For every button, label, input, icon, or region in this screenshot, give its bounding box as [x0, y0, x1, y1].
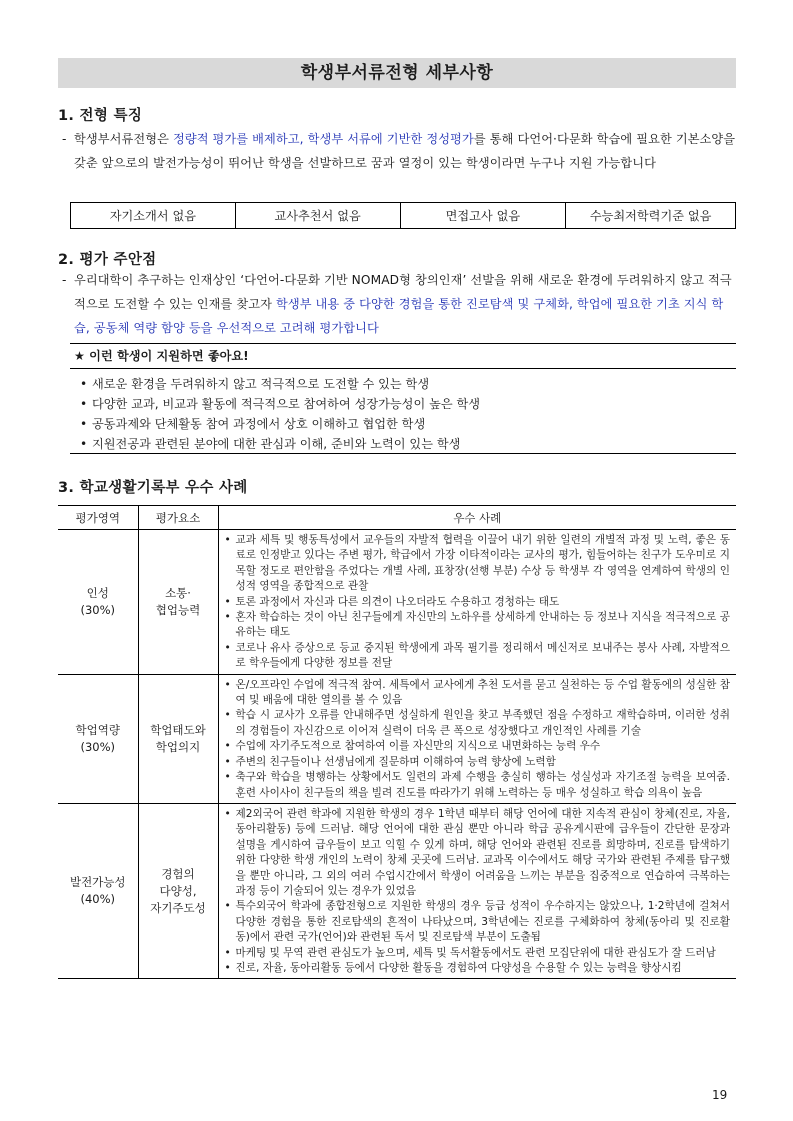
- element-cell: 경험의 다양성, 자기주도성: [138, 803, 218, 978]
- area-weight: (40%): [80, 892, 116, 907]
- section1-heading: 1. 전형 특징: [58, 108, 143, 124]
- table-row: [58, 530, 736, 675]
- area-name: 발전가능성: [69, 875, 126, 890]
- section1-text-b: 를 통해 다언어·다문화 학습에 필요한 기본소양을 갖춘 앞으로의 발전가능성이 뛰어난 학생을 선발하므로 꿈과 열정이 있는 학생이라면 누구나 지원 가능합니다: [74, 132, 736, 170]
- list-item: • 지원전공과 관련된 분야에 대한 관심과 이해, 준비와 노력이 있는 학생: [80, 434, 480, 454]
- section2-highlight: 학생부 내용 중 다양한 경험을 통한 진로탐색 및 구체화, 학업에 필요한 기초 지식 학습, 공동체 역량 함양 등을 우선적으로 고려해 평가합니다: [74, 297, 724, 335]
- header-examples: 우수 사례: [218, 506, 736, 530]
- examples-cell: [218, 530, 736, 675]
- section2-text-a: 우리대학이 추구하는 인재상인 ‘다언어-다문화 기반 NOMAD형 창의인재’ 선발을 위해 새로운 환경에 두려워하지 않고 적극적으로 도전할 수 있는 인재를 찾고자: [74, 273, 732, 311]
- area-weight: (30%): [80, 739, 116, 754]
- box-divider: [70, 368, 736, 369]
- feature-no-csat-min: 수능최저학력기준 없음: [566, 203, 736, 229]
- list-item: • 공동과제와 단체활동 참여 과정에서 상호 이해하고 협업한 학생: [80, 414, 480, 434]
- element-cell: 소통· 협업능력: [138, 530, 218, 675]
- examples-cell: [218, 674, 736, 803]
- list-item: • 새로운 환경을 두려워하지 않고 적극적으로 도전할 수 있는 학생: [80, 374, 480, 394]
- example-item: • 교과 세특 및 행동특성에서 교우들의 자발적 협력을 이끌어 내기 위한 일련의 개별적 과정 및 노력, 좋은 동료로 인정받고 있다는 주변 평가, 학급에서 가장 이타적이라는 교사의 평가, 힘들어하는 친구가 도우미로 지목할 정도로 편안함을 주었다는 개별 사례, 표창장(선행 부분) 수상 등 학생부 각 영역을 연계하여 학생의 인성적 영역을 종합적으로 관찰: [225, 533, 731, 595]
- section2-dash: -: [62, 273, 67, 287]
- evaluation-table: [58, 505, 736, 979]
- area-name: 학업역량: [75, 722, 120, 737]
- example-item: • 축구와 학습을 병행하는 상황에서도 일련의 과제 수행을 충실히 행하는 성실성과 자기조절 능력을 보여줌. 훈련 사이사이 친구들의 책을 빌려 진도를 따라가기 위해 노력하는 등 매우 성실하고 학습 의욕이 높음: [225, 770, 731, 801]
- section2-description: [62, 268, 738, 340]
- example-item: • 토론 과정에서 자신과 다른 의견이 나오더라도 수용하고 경청하는 태도: [225, 595, 731, 610]
- table-row: [58, 674, 736, 803]
- feature-table: [70, 202, 736, 229]
- area-name: 인성: [86, 585, 109, 600]
- table-row: [58, 803, 736, 978]
- header-element: 평가요소: [138, 506, 218, 530]
- example-item: • 주변의 친구들이나 선생님에게 질문하며 이해하여 능력 향상에 노력함: [225, 755, 731, 770]
- list-item: • 다양한 교과, 비교과 활동에 적극적으로 참여하여 성장가능성이 높은 학생: [80, 394, 480, 414]
- page-number: 19: [712, 1088, 728, 1102]
- section1-highlight: 정량적 평가를 배제하고, 학생부 서류에 기반한 정성평가: [172, 132, 474, 146]
- examples-cell: [218, 803, 736, 978]
- example-item: • 수업에 자기주도적으로 참여하여 이를 자신만의 지식으로 내면화하는 능력 우수: [225, 739, 731, 754]
- ideal-student-title: ★ 이런 학생이 지원하면 좋아요!: [74, 349, 249, 363]
- header-area: 평가영역: [58, 506, 138, 530]
- area-cell: [58, 803, 138, 978]
- ideal-student-list: [80, 374, 480, 454]
- ideal-student-box: [70, 343, 736, 454]
- section1-description: [62, 127, 738, 175]
- area-cell: [58, 674, 138, 803]
- example-item: • 코로나 유사 증상으로 등교 중지된 학생에게 과목 필기를 정리해서 메신저로 보내주는 봉사 사례, 자발적으로 학우들에게 다양한 정보를 전달: [225, 641, 731, 672]
- feature-no-teacher-rec: 교사추천서 없음: [235, 203, 400, 229]
- page-title: 학생부서류전형 세부사항: [58, 58, 736, 88]
- feature-no-self-intro: 자기소개서 없음: [71, 203, 236, 229]
- example-item: • 특수외국어 학과에 종합전형으로 지원한 학생의 경우 등급 성적이 우수하지는 않았으나, 1·2학년에 걸쳐서 다양한 경험을 통한 진로탐색의 흔적이 나타났으며, 3학년에는 진로를 구체화하여 창체(동아리 및 진로활동)에서 관련 국가(언어)와 관련된 독서 및 진로탐색 부분이 도출됨: [225, 899, 731, 945]
- example-item: • 마케팅 및 무역 관련 관심도가 높으며, 세특 및 독서활동에서도 관련 모집단위에 대한 관심도가 잘 드러남: [225, 946, 731, 961]
- example-item: • 진로, 자율, 동아리활동 등에서 다양한 활동을 경험하여 다양성을 수용할 수 있는 능력을 향상시킴: [225, 961, 731, 976]
- section1-dash: -: [62, 132, 67, 146]
- example-item: • 제2외국어 관련 학과에 지원한 학생의 경우 1학년 때부터 해당 언어에 대한 지속적 관심이 창체(진로, 자율, 동아리활동) 등에 드러남. 해당 언어에 대한 관심 뿐만 아니라 학급 공유게시판에 급우들이 간단한 문장과 설명을 게시하여 급우들이 보고 익힐 수 있게 하며, 해당 언어와 관련된 진로를 희망하며, 진로를 탐색하기 위한 다양한 학생 개인의 노력이 창체 곳곳에 드러남. 교과목 이수에서도 해당 국가와 관련된 주제를 탐구했을 뿐만 아니라, 그 외의 여러 수업시간에서 학생이 어려움을 느끼는 부분을 집중적으로 연습하여 극복하는 과정 등이 기술되어 있는 경우가 있었음: [225, 807, 731, 899]
- area-weight: (30%): [80, 602, 116, 617]
- example-item: • 학습 시 교사가 오류를 안내해주면 성실하게 원인을 찾고 부족했던 점을 수정하고 재학습하며, 이러한 성취의 경험들이 자신감으로 이어져 실력이 더욱 큰 폭으로 성장했다고 개인적인 사례를 기술: [225, 708, 731, 739]
- section1-text-a: 학생부서류전형은: [74, 132, 173, 146]
- section3-heading: 3. 학교생활기록부 우수 사례: [58, 480, 248, 496]
- section2-heading: 2. 평가 주안점: [58, 252, 157, 268]
- area-cell: [58, 530, 138, 675]
- example-item: • 혼자 학습하는 것이 아닌 친구들에게 자신만의 노하우를 상세하게 안내하는 등 정보나 지식을 적극적으로 공유하는 태도: [225, 610, 731, 641]
- example-item: • 온/오프라인 수업에 적극적 참여. 세특에서 교사에게 추천 도서를 묻고 실천하는 등 수업 활동에의 성실한 참여 및 배움에 대한 열의를 볼 수 있음: [225, 678, 731, 709]
- feature-no-interview: 면접고사 없음: [400, 203, 566, 229]
- element-cell: 학업태도와 학업의지: [138, 674, 218, 803]
